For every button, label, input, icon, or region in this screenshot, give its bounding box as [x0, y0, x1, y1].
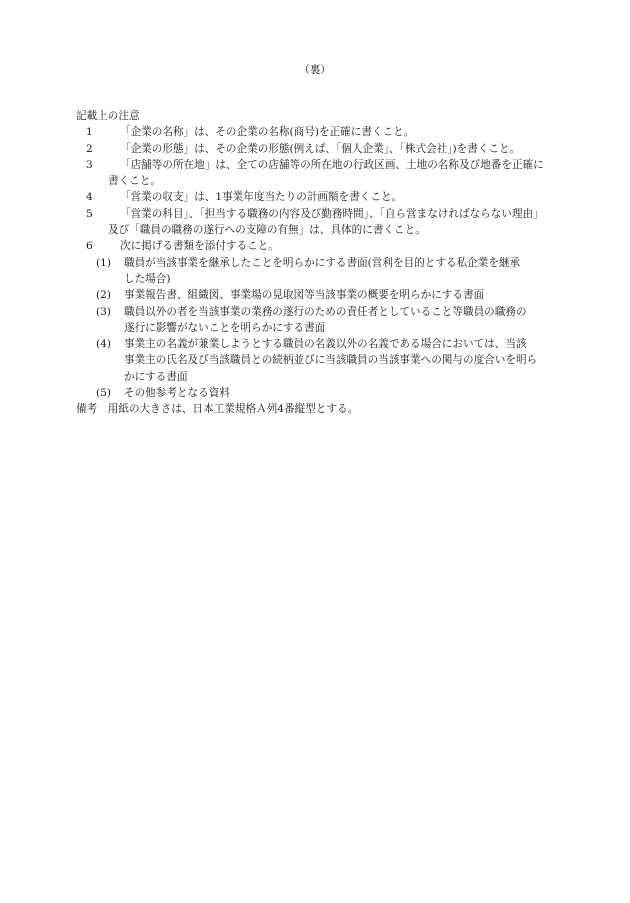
page-heading: （裏）	[299, 64, 331, 76]
attachment-text-continued: かにする書面	[124, 370, 188, 383]
attachment-number: (5)	[96, 387, 112, 400]
note-item-6	[76, 238, 576, 254]
attachment-text: その他参考となる資料	[124, 387, 230, 400]
note-text: 「企業の形態」は、その企業の形態(例えば、「個人企業」、「株式会社」)を書くこと。	[120, 142, 521, 155]
attachment-item-1	[76, 255, 576, 288]
attachment-text-continued: 遂行に影響がないことを明らかにする書面	[124, 321, 326, 334]
attachment-text: 事業主の名義が兼業しようとする職員の名義以外の名義である場合においては、当該	[124, 338, 527, 351]
attachment-text: 職員が当該事業を継承したことを明らかにする書面(営利を目的とする私企業を継承	[124, 256, 521, 269]
attachment-number: (2)	[96, 289, 112, 302]
attachment-text: 職員以外の者を当該事業の業務の遂行のための責任者としていること等職員の職務の	[124, 305, 527, 318]
note-text-continued: 書くこと。	[108, 175, 161, 188]
attachment-item-5	[76, 385, 576, 401]
attachment-text-continued: した場合)	[124, 272, 171, 285]
note-number: 5	[86, 207, 93, 220]
note-number: 3	[86, 158, 93, 171]
attachment-text: 事業報告書、組織図、事業場の見取図等当該事業の概要を明らかにする書面	[124, 289, 485, 302]
notes-title: 記載上の注意	[76, 110, 140, 122]
note-item-3	[76, 157, 576, 190]
attachment-item-2	[76, 287, 576, 303]
attachment-number: (3)	[96, 305, 112, 318]
note-item-4	[76, 189, 576, 205]
remarks: 備考 用紙の大きさは、日本工業規格Ａ列4番縦型とする。	[76, 403, 359, 416]
note-text-continued: 及び「職員の職務の遂行への支障の有無」は、具体的に書くこと。	[108, 224, 426, 237]
attachment-number: (1)	[96, 256, 112, 269]
note-number: 2	[86, 142, 93, 155]
attachment-item-4	[76, 336, 576, 385]
note-text: 「営業の科目」、「担当する職務の内容及び勤務時間」、「自ら営まなければならない理由」	[120, 207, 544, 220]
note-item-5	[76, 206, 576, 239]
note-number: 6	[86, 240, 93, 253]
note-number: 1	[86, 126, 93, 139]
note-text: 「店舗等の所在地」は、全ての店舗等の所在地の行政区画、土地の名称及び地番を正確に	[120, 158, 544, 171]
note-item-2	[76, 141, 576, 157]
attachment-number: (4)	[96, 338, 112, 351]
notes-section	[76, 108, 576, 418]
note-text: 「営業の収支」は、1事業年度当たりの計画額を書くこと。	[120, 191, 403, 204]
note-item-1	[76, 124, 576, 140]
attachment-item-3	[76, 304, 576, 337]
note-text: 次に掲げる書類を添付すること。	[120, 240, 279, 253]
attachment-text-continued: 事業主の氏名及び当該職員との続柄並びに当該職員の当該事業への関与の度合いを明ら	[124, 354, 538, 367]
note-text: 「企業の名称」は、その企業の名称(商号)を正確に書くこと。	[120, 126, 415, 139]
note-number: 4	[86, 191, 93, 204]
